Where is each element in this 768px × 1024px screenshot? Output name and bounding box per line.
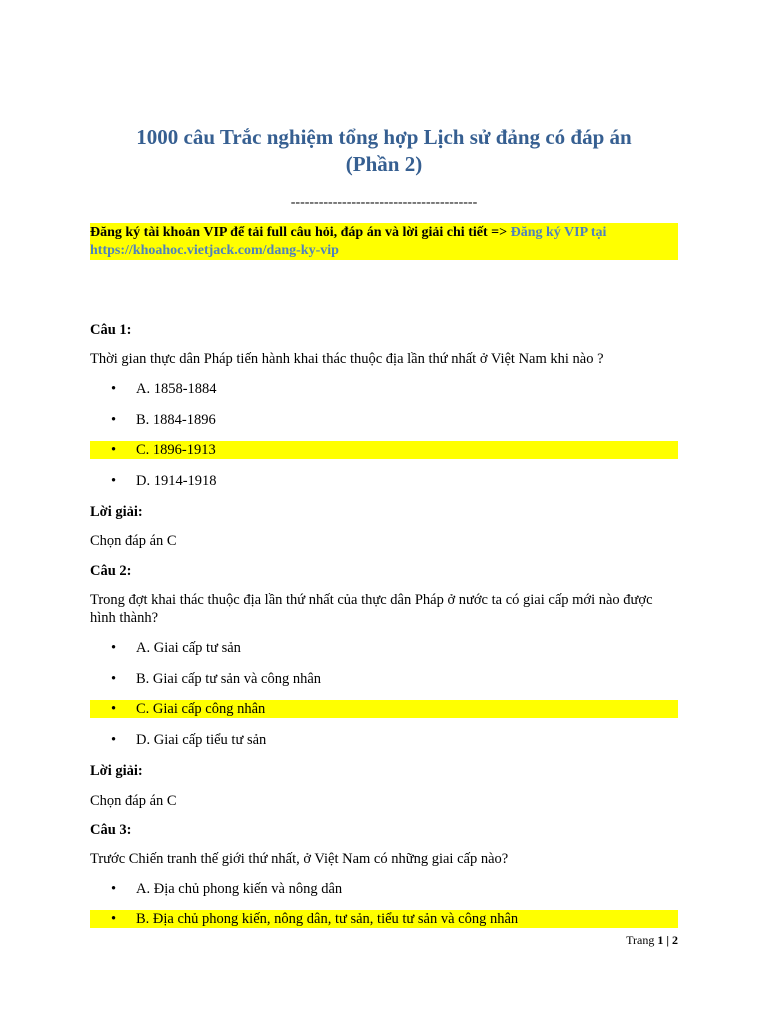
bullet-icon: • [111, 701, 117, 717]
bullet-icon: • [111, 881, 117, 897]
bullet-icon: • [111, 442, 117, 458]
vip-banner-text: Đăng ký tài khoản VIP để tải full câu hỏi, đáp án và lời giải chi tiết => [90, 225, 511, 240]
bullet-icon: • [111, 412, 117, 428]
question-1-option-b [90, 411, 678, 429]
question-3-option-b-correct [90, 910, 678, 928]
question-2-solution-label: Lời giải: [90, 763, 143, 779]
question-1-option-d [90, 472, 678, 490]
question-2-option-d [90, 731, 678, 749]
question-3-text: Trước Chiến tranh thế giới thứ nhất, ở Việt Nam có những giai cấp nào? [90, 851, 509, 867]
question-3-option-a [90, 880, 678, 898]
option-text: C. Giai cấp công nhân [136, 701, 266, 717]
title-line-2: (Phần 2) [345, 152, 423, 176]
question-1-text: Thời gian thực dân Pháp tiến hành khai thác thuộc địa lần thứ nhất ở Việt Nam khi nào ? [90, 351, 604, 367]
vip-banner [90, 223, 678, 260]
footer-current-page: 1 [657, 933, 664, 947]
option-text: A. Địa chủ phong kiến và nông dân [136, 881, 343, 897]
bullet-icon: • [111, 671, 117, 687]
question-3-label: Câu 3: [90, 822, 132, 838]
footer-prefix: Trang [626, 933, 658, 947]
option-text: A. Giai cấp tư sản [136, 640, 241, 656]
document-title [90, 124, 678, 178]
divider-line: ---------------------------------------- [290, 195, 478, 210]
footer-separator: | [663, 933, 672, 947]
page-footer [626, 932, 678, 948]
question-2-solution: Chọn đáp án C [90, 793, 177, 809]
question-2-label: Câu 2: [90, 563, 132, 579]
question-2-option-a [90, 639, 678, 657]
bullet-icon: • [111, 473, 117, 489]
question-1-solution: Chọn đáp án C [90, 533, 177, 549]
vip-link-label[interactable]: Đăng ký VIP tại [510, 225, 607, 240]
option-text: B. 1884-1896 [136, 412, 216, 428]
question-2-option-c-correct [90, 700, 678, 718]
option-text: B. Địa chủ phong kiến, nông dân, tư sản, tiểu tư sản và công nhân [136, 911, 519, 927]
question-2-text-line-1: Trong đợt khai thác thuộc địa lần thứ nhất của thực dân Pháp ở nước ta có giai cấp mới nào được [90, 592, 653, 608]
bullet-icon: • [111, 911, 117, 927]
vip-link-url[interactable]: https://khoahoc.vietjack.com/dang-ky-vip [90, 243, 339, 258]
question-1-label: Câu 1: [90, 322, 132, 338]
option-text: D. Giai cấp tiểu tư sản [136, 732, 267, 748]
option-text: A. 1858-1884 [136, 381, 217, 397]
question-2-option-b [90, 670, 678, 688]
bullet-icon: • [111, 381, 117, 397]
footer-total-pages: 2 [672, 933, 678, 947]
title-line-1: 1000 câu Trắc nghiệm tổng hợp Lịch sử đảng có đáp án [136, 125, 632, 149]
option-text: C. 1896-1913 [136, 442, 216, 458]
option-text: B. Giai cấp tư sản và công nhân [136, 671, 322, 687]
question-1-option-a [90, 380, 678, 398]
bullet-icon: • [111, 640, 117, 656]
bullet-icon: • [111, 732, 117, 748]
question-1-solution-label: Lời giải: [90, 504, 143, 520]
question-1-option-c-correct [90, 441, 678, 459]
option-text: D. 1914-1918 [136, 473, 217, 489]
question-2-text-line-2: hình thành? [90, 610, 159, 626]
